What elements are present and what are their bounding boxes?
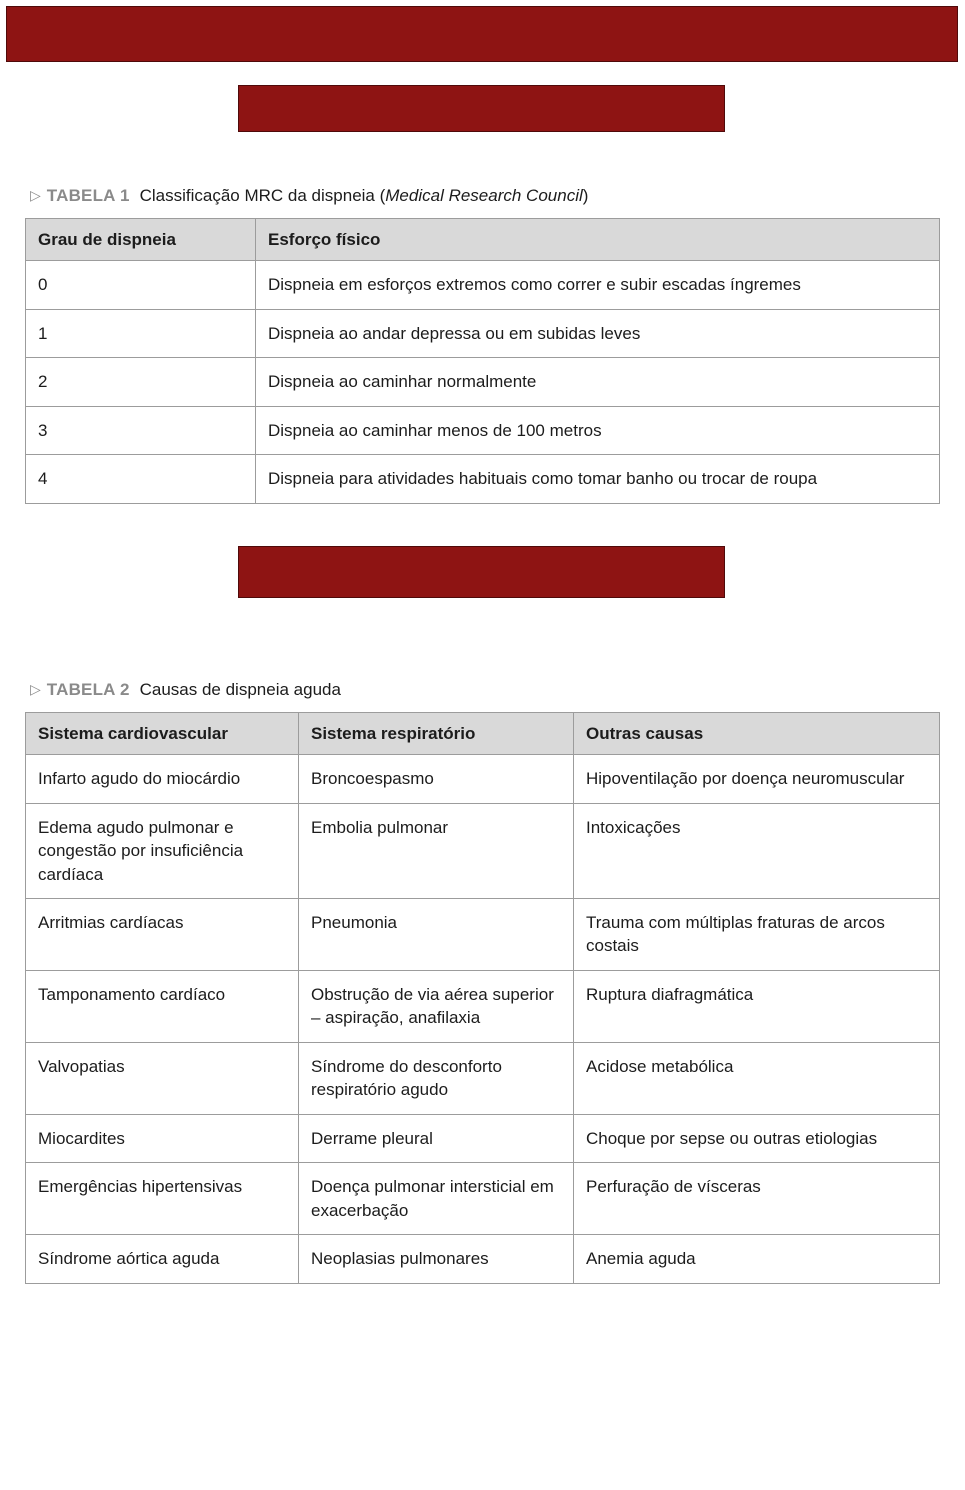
table1-label: TABELA 1 <box>46 186 130 205</box>
table-row <box>26 1235 940 1283</box>
table-cell: Arritmias cardíacas <box>26 898 299 970</box>
table-cell: Infarto agudo do miocárdio <box>26 755 299 803</box>
table-cell: 0 <box>26 261 256 309</box>
triangle-marker-icon: ▷ <box>30 187 41 203</box>
document-page <box>0 6 965 1490</box>
table-cell: Tamponamento cardíaco <box>26 970 299 1042</box>
table-cell: Síndrome do desconforto respiratório agudo <box>299 1042 574 1114</box>
table-cell: Anemia aguda <box>574 1235 940 1283</box>
table-cell: Emergências hipertensivas <box>26 1163 299 1235</box>
table1-header-grau: Grau de dispneia <box>26 219 256 261</box>
table-cell: Dispneia em esforços extremos como correr e subir escadas íngremes <box>256 261 940 309</box>
table-row <box>26 755 940 803</box>
redacted-banner <box>6 6 958 62</box>
table-row <box>26 970 940 1042</box>
table-cell: Dispneia ao caminhar normalmente <box>256 358 940 406</box>
table-cell: Derrame pleural <box>299 1114 574 1162</box>
table-cell: Embolia pulmonar <box>299 803 574 898</box>
table-row <box>26 1114 940 1162</box>
table-cell: Pneumonia <box>299 898 574 970</box>
table-cell: Acidose metabólica <box>574 1042 940 1114</box>
table-cell: Hipoventilação por doença neuromuscular <box>574 755 940 803</box>
table-cell: Doença pulmonar intersticial em exacerbação <box>299 1163 574 1235</box>
table1-title-suffix: ) <box>582 186 589 205</box>
table-cell: Síndrome aórtica aguda <box>26 1235 299 1283</box>
redacted-block-2 <box>238 546 725 598</box>
table1-caption <box>30 186 965 206</box>
table-row <box>26 455 940 503</box>
table-cell: Intoxicações <box>574 803 940 898</box>
table-cell: Trauma com múltiplas fraturas de arcos costais <box>574 898 940 970</box>
table-header-row <box>26 712 940 754</box>
table-row <box>26 358 940 406</box>
triangle-marker-icon: ▷ <box>30 680 41 697</box>
table-cell: Dispneia ao caminhar menos de 100 metros <box>256 406 940 454</box>
table1-title-italic: Medical Research Council <box>385 186 583 205</box>
table-row <box>26 1163 940 1235</box>
table-header-row <box>26 219 940 261</box>
table-cell: 4 <box>26 455 256 503</box>
table-cell: Dispneia ao andar depressa ou em subidas leves <box>256 309 940 357</box>
table-row <box>26 803 940 898</box>
table1-title <box>140 186 589 205</box>
table2-header-outras: Outras causas <box>574 712 940 754</box>
table2-label: TABELA 2 <box>46 679 130 699</box>
table-cell: Choque por sepse ou outras etiologias <box>574 1114 940 1162</box>
table-cell: 3 <box>26 406 256 454</box>
table-cell: 2 <box>26 358 256 406</box>
table-cell: Neoplasias pulmonares <box>299 1235 574 1283</box>
acute-dyspnea-causes-table <box>25 712 940 1284</box>
table-row <box>26 898 940 970</box>
table-cell: Dispneia para atividades habituais como tomar banho ou trocar de roupa <box>256 455 940 503</box>
table-cell: Edema agudo pulmonar e congestão por insuficiência cardíaca <box>26 803 299 898</box>
table2-title: Causas de dispneia aguda <box>139 679 341 699</box>
table-cell: Perfuração de vísceras <box>574 1163 940 1235</box>
table-row <box>26 261 940 309</box>
mrc-dyspnea-table <box>25 218 940 504</box>
table-cell: 1 <box>26 309 256 357</box>
table2-header-resp: Sistema respiratório <box>299 712 574 754</box>
table-cell: Obstrução de via aérea superior – aspiração, anafilaxia <box>299 970 574 1042</box>
table-row <box>26 406 940 454</box>
redacted-block-1 <box>238 85 725 132</box>
table-cell: Miocardites <box>26 1114 299 1162</box>
table-row <box>26 1042 940 1114</box>
table-cell: Broncoespasmo <box>299 755 574 803</box>
table1-header-esforco: Esforço físico <box>256 219 940 261</box>
table1-title-prefix: Classificação MRC da dispneia ( <box>139 186 386 205</box>
table2-caption <box>30 680 965 700</box>
table-cell: Ruptura diafragmática <box>574 970 940 1042</box>
table-cell: Valvopatias <box>26 1042 299 1114</box>
table2-header-cardio: Sistema cardiovascular <box>26 712 299 754</box>
table-row <box>26 309 940 357</box>
